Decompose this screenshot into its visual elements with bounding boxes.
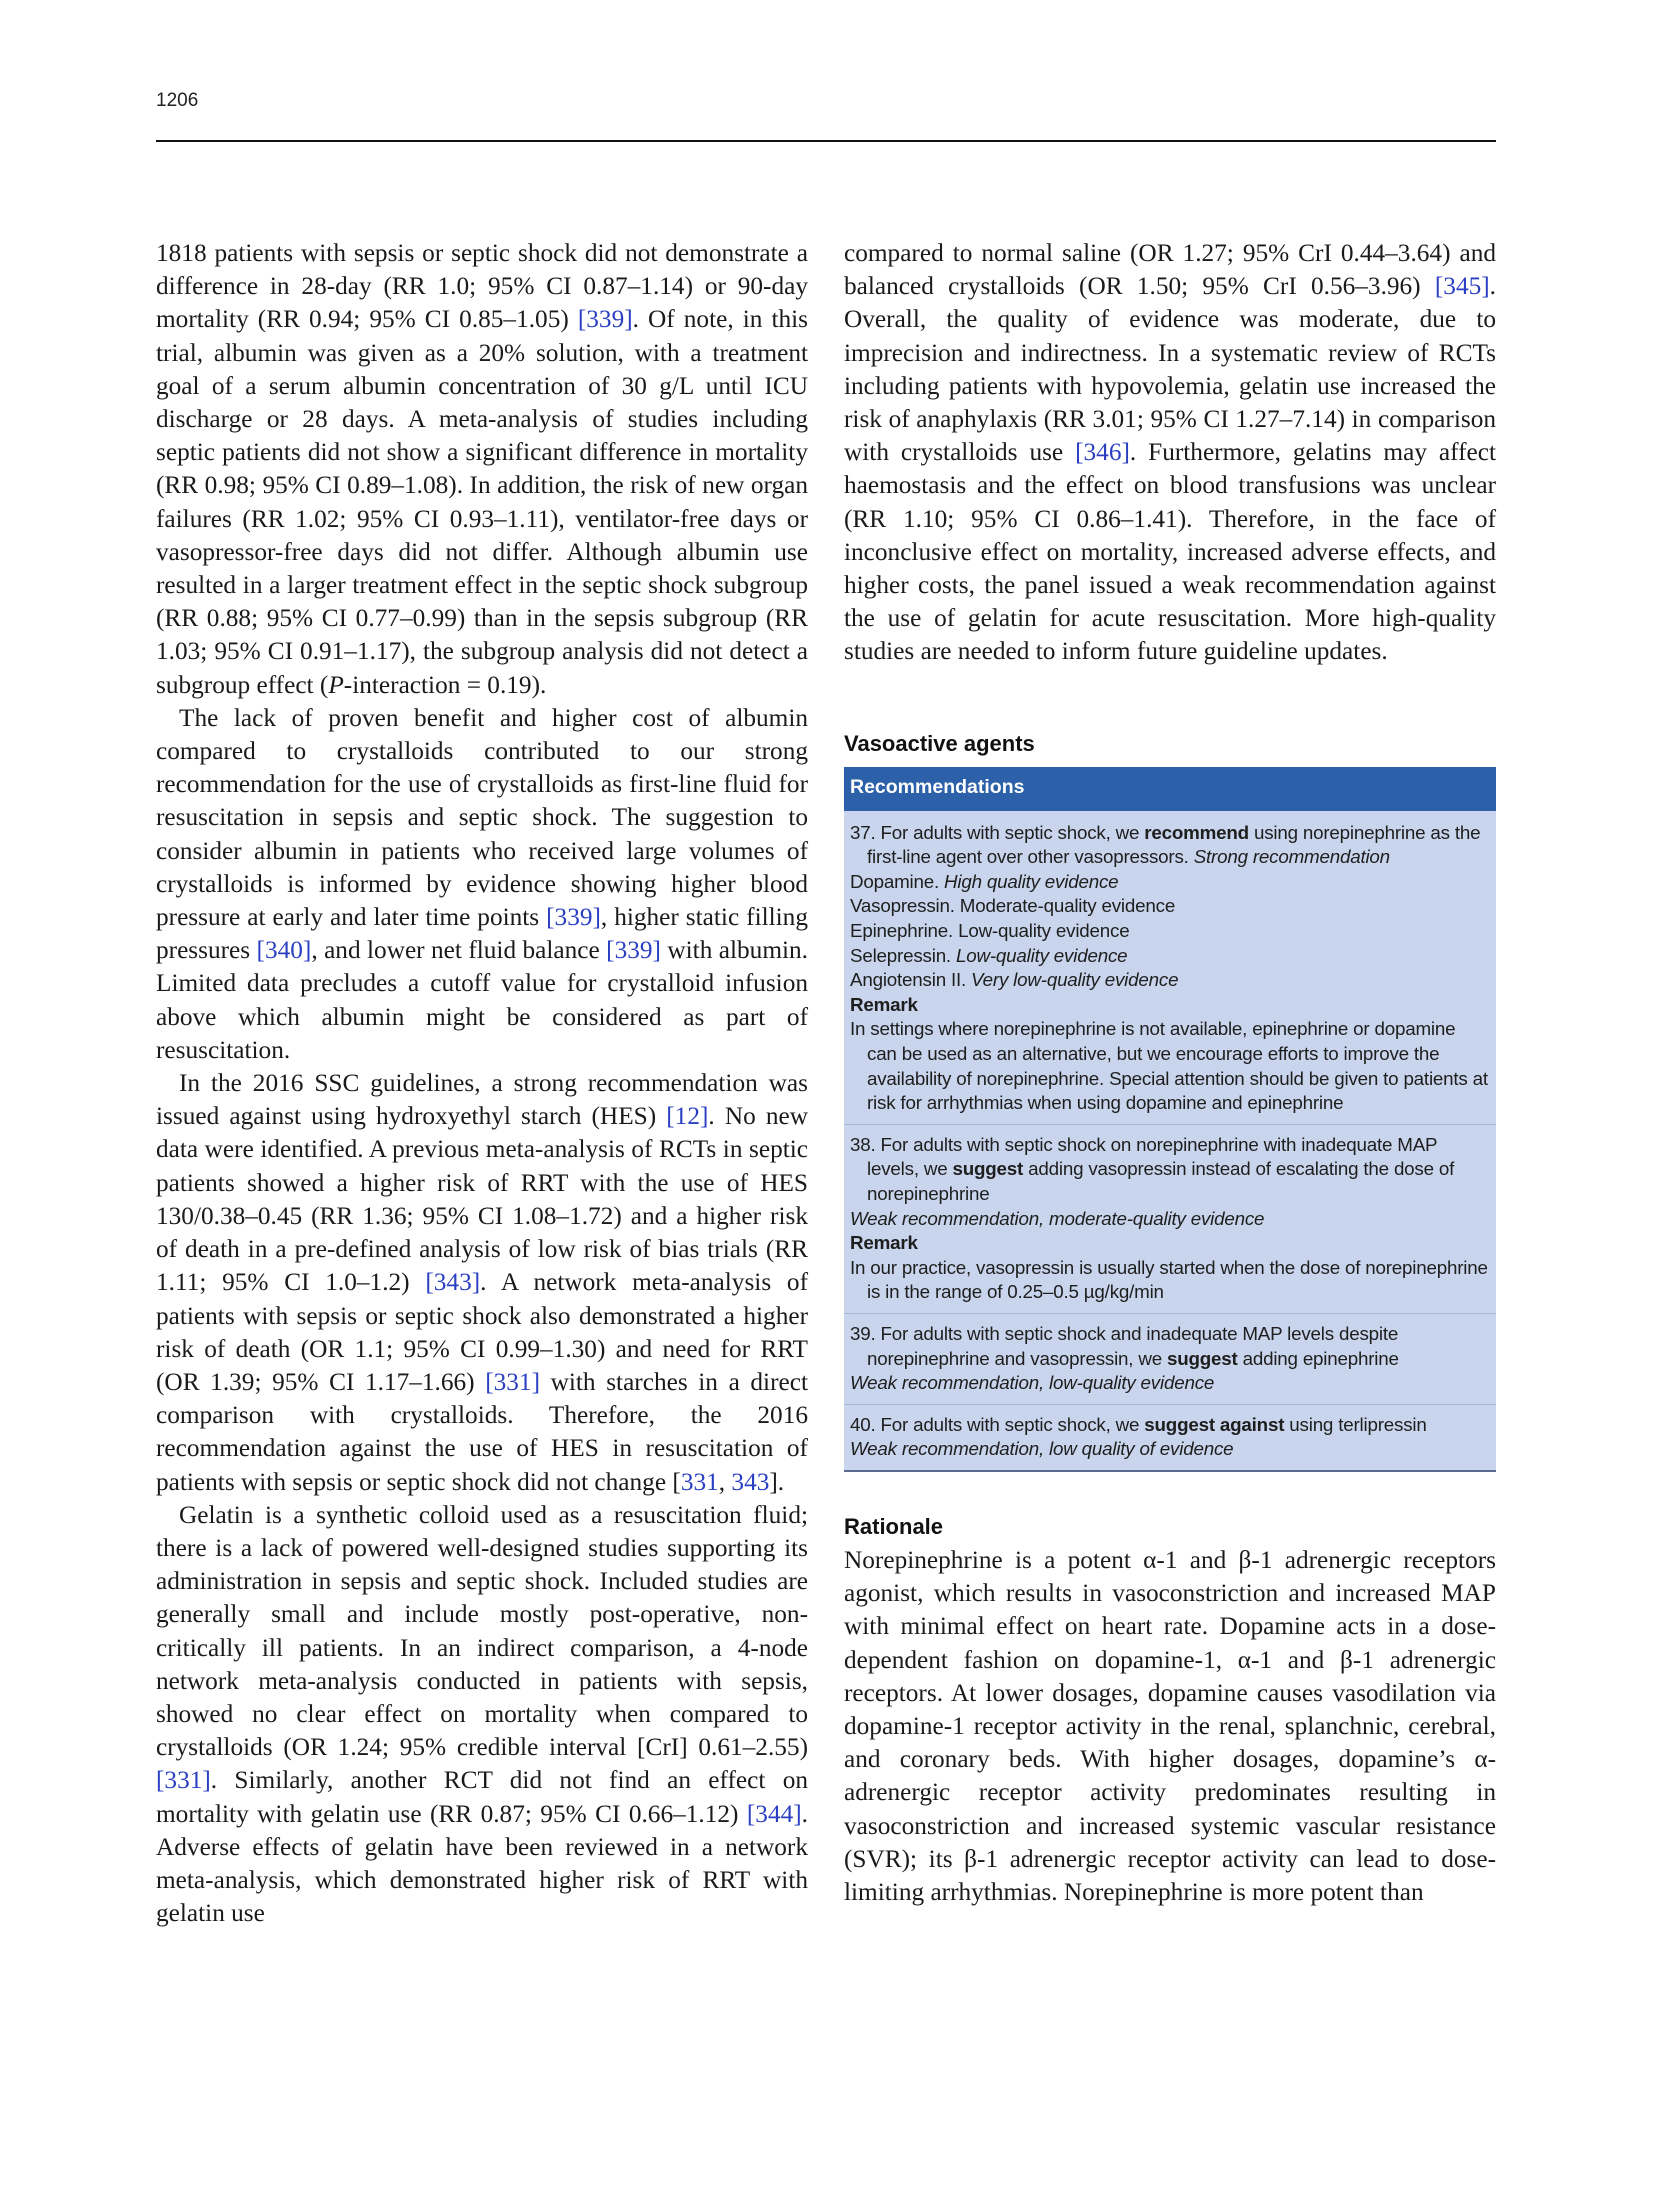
text-run: Norepinephrine is a potent α-1 and β-1 adrenergic receptors agonist, which results in vasoconstriction and increased MAP with minimal effect on heart rate. Dopamine acts in a dose-dependent fashion on dopamine-1, α-1 and β-1 adrenergic receptors. At lower dosages, dopamine causes vasodilation via dopamine-1 receptor activity in the renal, splanchnic, cerebral, and coronary beds. With higher dosages, dopamine’s α-adrenergic receptor activity predominates resulting in vasoconstriction and increased systemic vascular resistance (SVR); its β-1 adrenergic receptor activity can lead to dose-limiting arrhythmias. Norepinephrine is more potent than [844, 1545, 1496, 1906]
recommendation-39: 39. For adults with septic shock and inadequate MAP levels despite norepinephrine and vasopressin, we suggest adding epinephrine [850, 1322, 1399, 1369]
text-run: . A network meta-analysis of patients with sepsis or septic shock also demonstrated a higher risk of death (OR 1.1; 95% CI 0.99–1.30) and need for RRT (OR 1.39; 95% CI 1.17–1.66) [156, 1268, 808, 1396]
recommendation-38: 38. For adults with septic shock on norepinephrine with inadequate MAP levels, we suggest adding vasopressin instead of escalating the dose of norepinephrine [850, 1133, 1455, 1204]
recommendations-box-header: Recommendations [844, 767, 1496, 811]
text-run: , and lower net fluid balance [311, 936, 607, 965]
evidence-line-40: Weak recommendation, low quality of evidence [850, 1438, 1234, 1460]
paragraph-hes [156, 1067, 808, 1499]
paragraph-gelatin [156, 1499, 808, 1931]
citation-link[interactable]: [340] [256, 936, 312, 965]
recommendation-divider [844, 1124, 1496, 1125]
italic-text: P [328, 670, 344, 699]
citation-link[interactable]: [339] [606, 936, 661, 965]
remark-title-38: Remark [850, 1232, 918, 1254]
evidence-line-epinephrine: Epinephrine. Low-quality evidence [850, 920, 1130, 942]
evidence-line-angiotensin: Angiotensin II. Very low-quality evidence [850, 969, 1179, 991]
evidence-line-39: Weak recommendation, low-quality evidence [850, 1372, 1215, 1394]
section-heading-vasoactive-agents: Vasoactive agents [844, 730, 1035, 756]
recommendation-divider [844, 1313, 1496, 1314]
recommendation-40: 40. For adults with septic shock, we suggest against using terlipressin [850, 1413, 1427, 1435]
remark-text-38: In our practice, vasopressin is usually started when the dose of norepinephrine is in the range of 0.25–0.5 µg/kg/min [850, 1256, 1488, 1303]
header-rule [156, 140, 1496, 142]
text-run: . No new data were identified. A previous meta-analysis of RCTs in septic patients showed a higher risk of RRT with the use of HES 130/0.38–0.45 (RR 1.36; 95% CI 1.08–1.72) and a higher risk of death in a pre-defined analysis of low risk of bias trials (RR 1.11; 95% CI 1.0–1.2) [156, 1102, 808, 1297]
paragraph-albumin-cost [156, 702, 808, 1067]
section-heading-rationale: Rationale [844, 1513, 944, 1539]
citation-link[interactable]: [344] [746, 1799, 802, 1828]
right-column [844, 237, 1496, 1909]
text-run: In the 2016 SSC guidelines, a strong recommendation was issued against using hydroxyethyl starch (HES) [156, 1069, 808, 1131]
evidence-line-vasopressin: Vasopressin. Moderate-quality evidence [850, 895, 1176, 917]
recommendations-box-body [844, 811, 1496, 1470]
text-run: Gelatin is a synthetic colloid used as a resuscitation fluid; there is a lack of powered well-designed studies supporting its administration in sepsis and septic shock. Included studies are generally small and include mostly post-operative, non-critically ill patients. In an indirect comparison, a 4-node network meta-analysis conducted in patients with sepsis, showed no clear effect on mortality when compared to crystalloids (OR 1.24; 95% credible interval [CrI] 0.61–2.55) [156, 1500, 808, 1762]
citation-link[interactable]: [346] [1075, 438, 1130, 467]
citation-link[interactable]: [331] [156, 1766, 211, 1795]
recommendation-divider [844, 1404, 1496, 1405]
evidence-line-selepressin: Selepressin. Low-quality evidence [850, 944, 1128, 966]
recommendation-37: 37. For adults with septic shock, we recommend using norepinephrine as the first-line agent over other vasopressors. Strong recommendation [850, 821, 1481, 868]
text-run: , higher static filling pressures [156, 903, 808, 965]
text-run: compared to normal saline (OR 1.27; 95% CrI 0.44–3.64) and balanced crystalloids (OR 1.50; 95% CrI 0.56–3.96) [844, 239, 1496, 301]
paragraph-gelatin-continued [844, 237, 1496, 669]
citation-link[interactable]: [343] [425, 1268, 481, 1297]
paragraph-albumin-trial [156, 237, 808, 702]
citation-link[interactable]: [12] [666, 1102, 709, 1131]
text-run: ]. [769, 1467, 785, 1496]
text-run: . Of note, in this trial, albumin was given as a 20% solution, with a treatment goal of a serum albumin concentration of 30 g/L until ICU discharge or 28 days. A meta-analysis of studies including septic patients did not show a significant difference in mortality (RR 0.98; 95% CI 0.89–1.08). In addition, the risk of new organ failures (RR 1.02; 95% CI 0.93–1.11), ventilator-free days or vasopressor-free days did not differ. Although albumin use resulted in a larger treatment effect in the septic shock subgroup (RR 0.88; 95% CI 0.77–0.99) than in the sepsis subgroup (RR 1.03; 95% CI 0.91–1.17), the subgroup analysis did not detect a subgroup effect ( [156, 305, 808, 699]
page-number: 1206 [156, 90, 199, 111]
text-run: , [718, 1467, 732, 1496]
evidence-line-38: Weak recommendation, moderate-quality evidence [850, 1207, 1265, 1229]
text-run: The lack of proven benefit and higher cost of albumin compared to crystalloids contributed to our strong recommendation for the use of crystalloids as first-line fluid for resuscitation in sepsis and septic shock. The suggestion to consider albumin in patients who received large volumes of crystalloids is informed by evidence showing higher blood pressure at early and later time points [156, 703, 808, 932]
citation-link[interactable]: [339] [546, 903, 601, 932]
text-run: . Adverse effects of gelatin have been reviewed in a network meta-analysis, which demonstrated higher risk of RRT with gelatin use [156, 1799, 808, 1928]
remark-text-37: In settings where norepinephrine is not available, epinephrine or dopamine can be used as an alternative, but we encourage efforts to improve the availability of norepinephrine. Special attention should be given to patients at risk for arrhythmias when using dopamine and epinephrine [850, 1018, 1488, 1114]
citation-link[interactable]: [331] [485, 1367, 540, 1396]
text-run: with starches in a direct comparison with crystalloids. Therefore, the 2016 recommendation against the use of HES in resuscitation of patients with sepsis or septic shock did not change [ [156, 1367, 808, 1496]
citation-link[interactable]: 343 [731, 1467, 770, 1496]
paragraph-rationale [844, 1544, 1496, 1909]
left-column [156, 237, 808, 1930]
evidence-line-dopamine: Dopamine. High quality evidence [850, 870, 1119, 892]
citation-link[interactable]: [345] [1434, 272, 1490, 301]
remark-title-37: Remark [850, 993, 918, 1015]
text-run: . Furthermore, gelatins may affect haemostasis and the effect on blood transfusions was unclear (RR 1.10; 95% CI 0.86–1.41). Therefore, in the face of inconclusive effect on mortality, increased adverse effects, and higher costs, the panel issued a weak recommendation against the use of gelatin for acute resuscitation. More high-quality studies are needed to inform future guideline updates. [844, 438, 1497, 666]
text-run: with albumin. Limited data precludes a cutoff value for crystalloid infusion above which albumin might be considered as part of resuscitation. [156, 936, 808, 1064]
recommendations-box [844, 767, 1496, 1472]
text-run: . Similarly, another RCT did not find an effect on mortality with gelatin use (RR 0.87; 95% CI 0.66–1.12) [156, 1766, 808, 1828]
text-run: -interaction = 0.19). [343, 670, 547, 699]
citation-link[interactable]: 331 [680, 1467, 719, 1496]
citation-link[interactable]: [339] [577, 305, 633, 334]
text-run: . Overall, the quality of evidence was moderate, due to imprecision and indirectness. In a systematic review of RCTs including patients with hypovolemia, gelatin use increased the risk of anaphylaxis (RR 3.01; 95% CI 1.27–7.14) in comparison with crystalloids use [844, 272, 1496, 467]
text-run: 1818 patients with sepsis or septic shock did not demonstrate a difference in 28-day (RR 1.0; 95% CI 0.87–1.14) or 90-day mortality (RR 0.94; 95% CI 0.85–1.05) [156, 239, 808, 334]
